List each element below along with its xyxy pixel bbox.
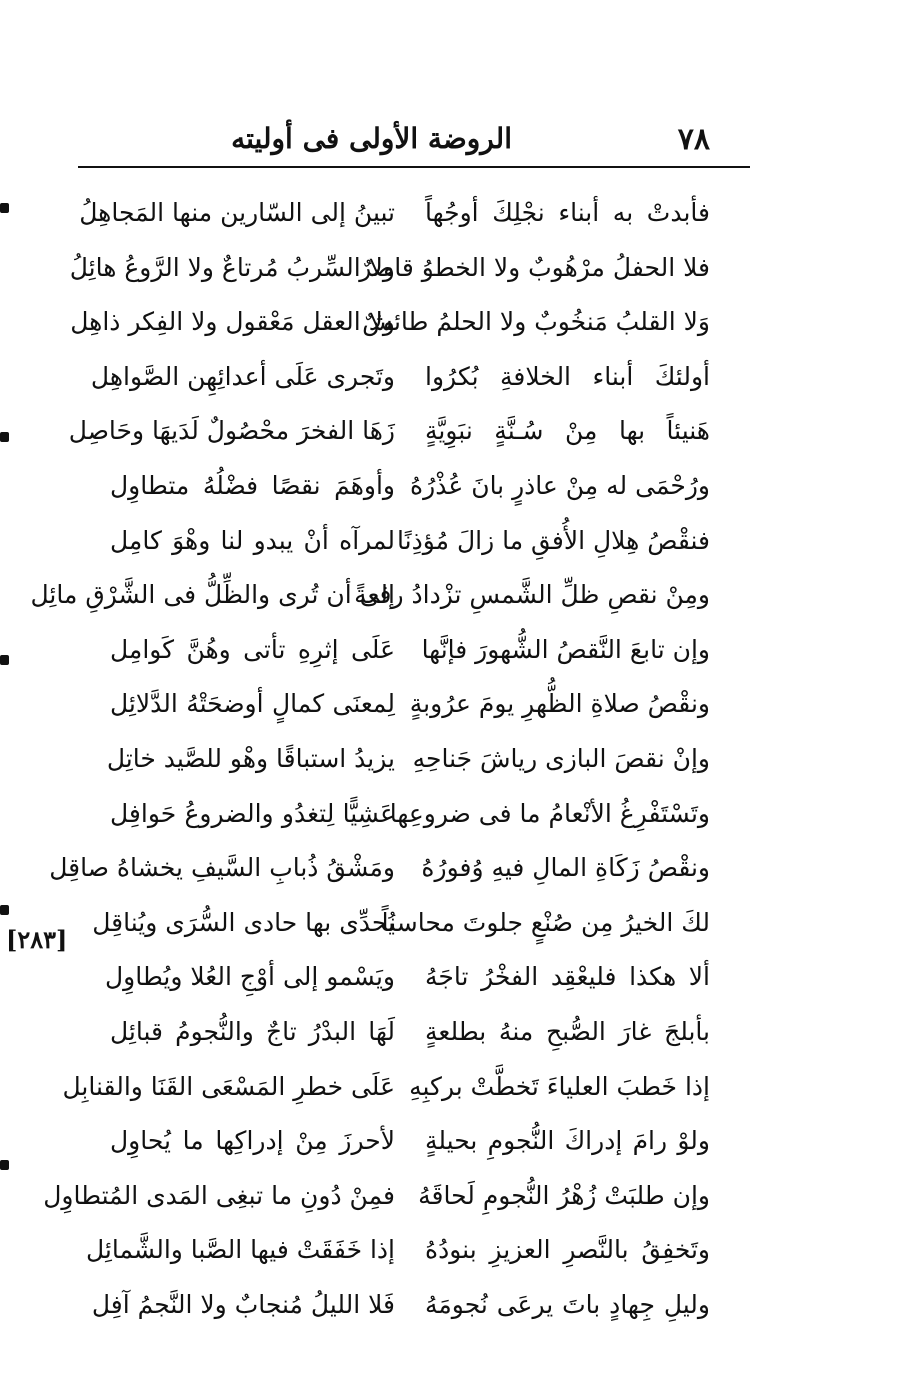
verse-second-hemistich: لأحرزَ مِنْ إدراكِها ما يُحاوِل [110,1126,395,1156]
verse-first-hemistich: ورُحْمَى له مِنْ عاذرٍ بانَ عُذْرُهُ [410,470,710,500]
verse-first-hemistich: وإن طلبَتْ زُهْرُ النُّجومِ لَحاقَهُ [418,1180,710,1210]
verse-line [85,1223,720,1278]
verse-line [100,1005,720,1060]
verse-first-hemistich: وتَخفِقُ بالنَّصرِ العزيزِ بنودُهُ [425,1235,710,1265]
verse-first-hemistich: أولئكَ أبناء الخلافةِ بُكرُوا [425,361,710,391]
verse-line [30,568,720,623]
scan-edge-mark [0,905,9,915]
margin-reference: [٢٨٣] [6,925,68,954]
verse-second-hemistich: لِمعنَى كمالٍ أوضحَتْهُ الدَّلائِل [110,689,395,719]
verse-first-hemistich: ومِنْ نقصِ ظلِّ الشَّمسِ تزْدادُ رفعةً [354,580,710,610]
verse-first-hemistich: فأبدتْ به أبناء نجْلِكَ أوجُهاً [425,198,710,227]
verse-second-hemistich: ولا العقل مَعْقول ولا الفِكر ذاهِل [70,307,395,337]
verse-line [100,677,720,732]
verse-first-hemistich: بأبلجَ غارَ الصُّبحِ منهُ بطلعةٍ [425,1016,710,1046]
verse-second-hemistich: لمرآه أنْ يبدو لنا وهْوَ كامِل [110,525,395,555]
verse-line [100,623,720,678]
verse-line [100,1114,720,1169]
scan-edge-mark [0,432,9,442]
verse-second-hemistich: عَلَى خطرِ المَسْعَى القَنَا والقنابِل [62,1071,395,1101]
verse-second-hemistich: فمِنْ دُونِ ما تبغِى المَدى المُتطاوِل [43,1180,395,1210]
verse-second-hemistich: عَلَى إثرِهِ تأتى وهُنَّ كَوامِل [110,634,395,664]
verse-second-hemistich: تبينُ إلى السّارين منها المَجاهِلُ [79,198,395,227]
verse-second-hemistich: وتَجرى عَلَى أعدائِهِن الصَّواهِل [90,361,395,391]
verse-first-hemistich: إذا خَطبَ العلياءَ تَخطَّتْ بركبِهِ [409,1071,710,1101]
verse-first-hemistich: لكَ الخيرُ مِن صُنْعٍ جلوتَ محاسناً [381,907,710,937]
verse-line [100,950,720,1005]
verse-line [49,841,720,896]
verse-line [79,186,720,241]
page-header [78,112,750,168]
verse-line [70,295,720,350]
verse-first-hemistich: وإنْ نقصَ البازى رياشَ جَناحِهِ [412,743,710,773]
verse-second-hemistich: وأوهَمَ نقصًا فضْلُهُ متطاوِل [110,470,395,500]
verse-first-hemistich: فنقْصُ هِلالِ الأُفقِ ما زالَ مُؤذِنًا [397,525,710,555]
verse-first-hemistich: فلا الحفلُ مرْهُوبٌ ولا الخطوُ قاصرٌ [359,252,710,282]
verse-second-hemistich: ومَشْقُ ذُبابِ السَّيفِ يخشاهُ صاقِل [49,853,395,883]
verse-second-hemistich: عَشِيًّا لِتغدُو والضروعُ حَوافِل [110,798,395,828]
verse-line [100,787,720,842]
verse-line [91,1278,720,1333]
verse-second-hemistich: يزيدُ استباقًا وهْو للصَّيد خاتِل [106,743,395,773]
verse-first-hemistich: ولوْ رامَ إدراكَ النُّجومِ بحيلةٍ [425,1126,710,1156]
page-number: ٧٨ [677,122,710,157]
running-title: الروضة الأولى فى أوليته [231,122,512,155]
verse-line [100,732,720,787]
verse-line [92,896,720,951]
verse-line [100,459,720,514]
verse-line [68,404,720,459]
verse-line [90,350,720,405]
verse-second-hemistich: لَهَا البدْرُ تاجٌ والنُّجومُ قبائِل [110,1016,395,1046]
verse-second-hemistich: ولا السِّربُ مُرتاعٌ ولا الرَّوعُ هائِلُ [69,252,395,282]
verse-first-hemistich: هَنيئاً بها مِنْ سُـنَّةٍ نبَوِيَّةٍ [425,416,710,446]
verse-line [43,1169,720,1224]
verse-second-hemistich: فَلا الليلُ مُنجابٌ ولا النَّجمُ آفِل [91,1289,395,1319]
verse-line [69,241,720,296]
verse-second-hemistich: إذا خَفَقَتْ فيها الصَّبا والشَّمائِل [85,1235,395,1265]
verse-second-hemistich: زَهَا الفخرَ محْصُولٌ لَدَيهَا وحَاصِل [68,416,395,446]
verse-first-hemistich: وَلا القلبُ مَنخُوبٌ ولا الحلمُ طائشٌ [362,307,710,337]
verse-second-hemistich: إلى أن تُرى والظِّلُّ فى الشَّرْقِ مائِل [30,580,395,610]
scan-edge-mark [0,1160,9,1170]
verse-first-hemistich: ألا هكذا فليعْقِد الفخْرُ تاجَهُ [425,962,710,992]
verse-first-hemistich: ونقْصُ زَكَاةِ المالِ فيهِ وُفورُهُ [421,853,710,883]
verse-second-hemistich: ويَسْمو إلى أوْجِ العُلا ويُطاوِل [105,962,395,992]
verse-first-hemistich: وتَسْتَفْرِغُ الأنْعامُ ما فى ضروعِها [389,798,710,828]
verse-first-hemistich: وإن تابعَ النَّقصُ الشُّهورَ فإنَّها [421,634,710,664]
verse-line [62,1060,720,1115]
verse-first-hemistich: ونقْصُ صلاةِ الظُّهرِ يومَ عرُوبةٍ [409,689,710,719]
verse-first-hemistich: وليلِ جِهادٍ باتَ يرعَى نُجومَهُ [425,1289,710,1319]
scan-edge-mark [0,203,9,213]
verse-line [100,514,720,569]
scan-edge-mark [0,655,9,665]
verse-second-hemistich: يُحدِّى بها حادى السُّرَى ويُناقِل [92,907,395,937]
header-rule [78,166,750,168]
